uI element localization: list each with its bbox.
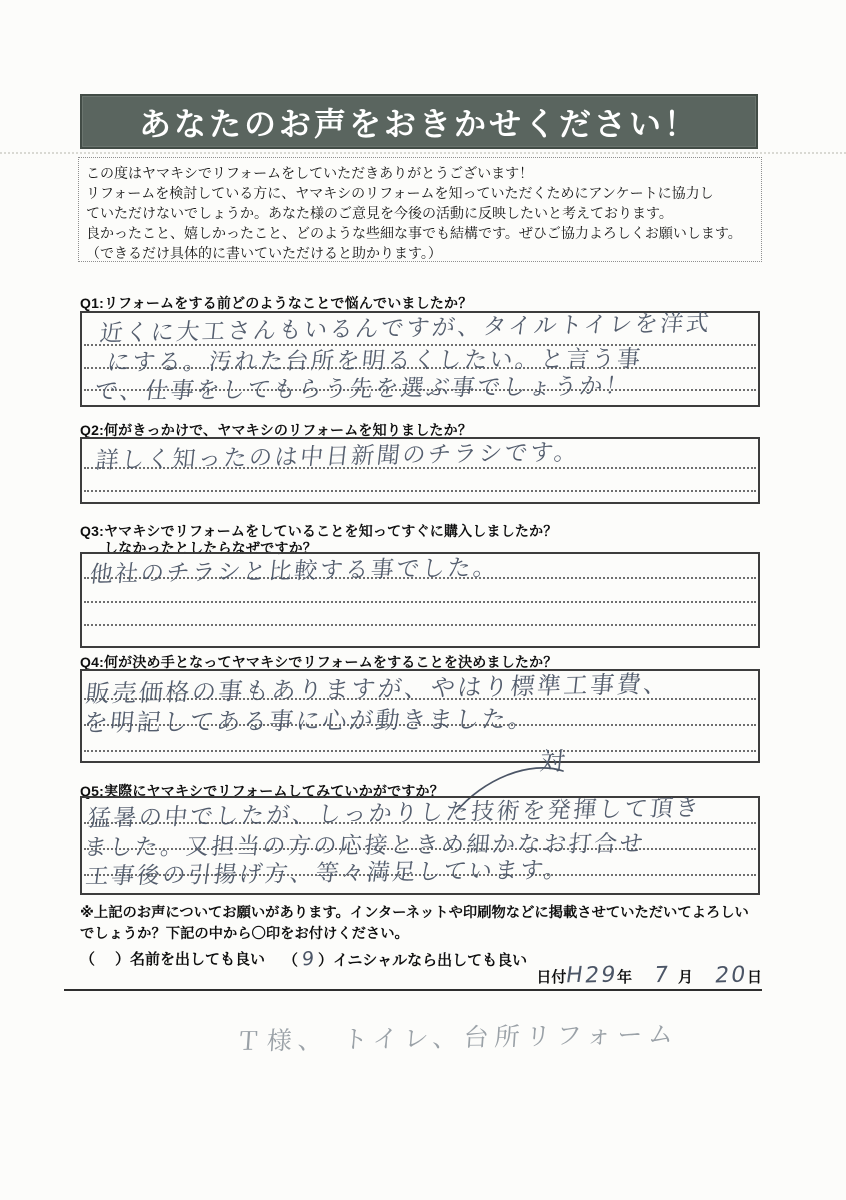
paren-open: （: [283, 952, 299, 969]
handwritten-answer-q1-line2: にする。汚れた台所を明るくしたい。と言う事: [105, 346, 644, 376]
handwritten-insertion-char: 対: [538, 746, 569, 776]
ruled-line: [84, 490, 756, 492]
option-label: イニシャルなら出しても良い: [333, 952, 528, 969]
scan-artifact-line: [0, 152, 846, 154]
question-5-label: Q5:実際にヤマキシでリフォームしてみていかがですか？: [80, 783, 444, 799]
question-2-label: Q2:何がきっかけで、ヤマキシのリフォームを知りましたか？: [80, 422, 473, 438]
handwritten-answer-q5-line3: 工事後の引揚げ方、等々満足しています。: [84, 857, 571, 890]
handwritten-answer-q1-line3: で、仕事をしてもらう先を選ぶ事でしょうか！: [92, 373, 633, 405]
handwritten-month: 7: [652, 962, 672, 989]
ruled-line: [84, 750, 756, 752]
handwritten-customer-note: Ｔ様、 トイレ、台所リフォーム: [234, 1019, 681, 1057]
paren-close: ）: [318, 952, 334, 969]
intro-line: リフォームを検討している方に、ヤマキシのリフォームを知っていただくためにアンケートに協力し: [86, 185, 714, 201]
handwritten-answer-q5-line2: ました。又担当の方の応接ときめ細かなお打合せ: [82, 831, 647, 861]
date-row: [536, 963, 762, 988]
intro-box: [78, 157, 762, 262]
intro-line: （できるだけ具体的に書いていただけると助かります。）: [86, 245, 442, 261]
handwritten-era: H: [564, 962, 587, 989]
intro-line: ていただけないでしょうか。あなた様のご意見を今後の活動に反映したいと考えております。: [86, 205, 673, 221]
question-3-label: Q3:ヤマキシでリフォームをしていることを知ってすぐに購入しましたか？: [80, 523, 558, 539]
date-prefix: 日付: [536, 969, 567, 986]
note-line: でしょうか？下記の中から〇印をお付けください。: [80, 926, 409, 942]
ruled-line: [84, 624, 756, 626]
option-label: 名前を出しても良い: [130, 951, 266, 968]
handwritten-answer-q3-line1: 他社のチラシと比較する事でした。: [88, 554, 500, 588]
handwritten-option-mark: 9: [301, 947, 315, 971]
note-line: ※上記のお声についてお願いがあります。インターネットや印刷物などに掲載させていただいてよろしい: [80, 905, 749, 921]
intro-line: この度はヤマキシでリフォームをしていただきありがとうございます！: [86, 165, 534, 181]
page-title: あなたのお声をおきかせください！: [138, 105, 699, 142]
header-banner: [80, 94, 758, 149]
intro-line: 良かったこと、嬉しかったこと、どのような些細な事でも結構です。ぜひご協力よろしくお願いします。: [86, 225, 742, 241]
question-4-label: Q4:何が決め手となってヤマキシでリフォームをすることを決めましたか？: [80, 654, 558, 670]
paren-close: ）: [115, 951, 131, 968]
handwritten-answer-q2-line1: 詳しく知ったのは中日新聞のチラシです。: [94, 439, 581, 474]
handwritten-year: 29: [583, 962, 619, 989]
paren-open: （: [80, 951, 96, 968]
year-unit: 年: [616, 969, 632, 986]
date-underline: [64, 956, 762, 991]
handwritten-day: 20: [713, 962, 749, 989]
handwritten-answer-q4-line2: を明記してある事に心が動きました。: [82, 705, 537, 737]
handwritten-answer-q1-line1: 近くに大工さんもいるんですが、タイルトイレを洋式: [98, 310, 713, 347]
question-3-label-line2: しなかったとしたらなぜですか？: [104, 540, 317, 556]
publication-permission-note: [80, 903, 772, 945]
question-1-label: Q1:リフォームをする前どのようなことで悩んでいましたか？: [80, 295, 473, 311]
month-unit: 月: [677, 969, 693, 986]
ruled-line: [84, 601, 756, 603]
handwritten-answer-q4-line1: 販売価格の事もありますが、やはり標準工事費、: [84, 669, 672, 708]
day-unit: 日: [746, 969, 762, 986]
handwritten-answer-q5-line1: 猛暑の中でしたが、しっかりした技術を発揮して頂き: [86, 795, 703, 832]
